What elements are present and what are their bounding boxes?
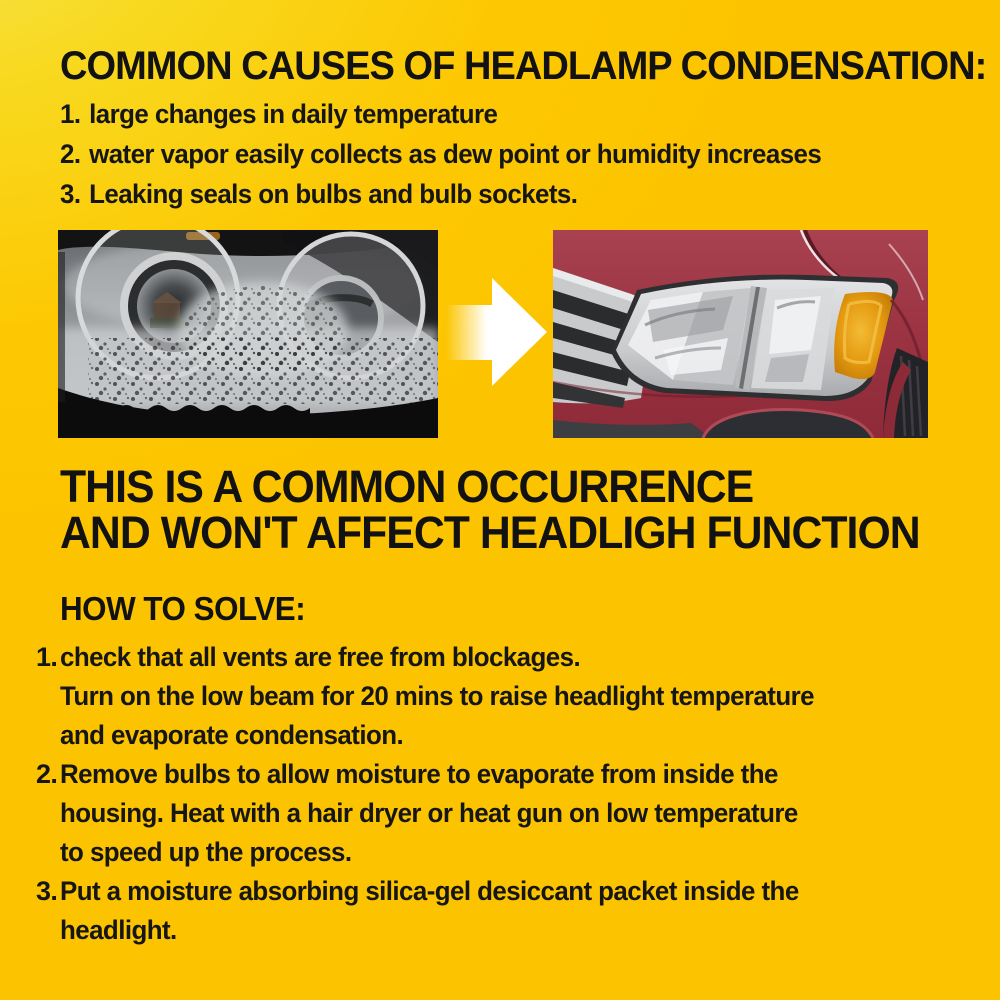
cause-text: large changes in daily temperature xyxy=(89,99,498,129)
solve-list xyxy=(36,638,845,950)
solve-line: Put a moisture absorbing silica-gel desiccant packet inside the xyxy=(60,876,799,906)
causes-title: COMMON CAUSES OF HEADLAMP CONDENSATION: xyxy=(60,44,987,88)
clear-headlight-red-car-photo xyxy=(553,230,928,438)
solve-title: HOW TO SOLVE: xyxy=(60,590,306,627)
cause-text: Leaking seals on bulbs and bulb sockets. xyxy=(89,179,578,209)
foggy-headlight-photo xyxy=(58,230,438,438)
solve-line: Turn on the low beam for 20 mins to raise headlight temperature xyxy=(60,681,814,711)
solve-line: check that all vents are free from blockages. xyxy=(60,642,581,672)
cause-number: 2. xyxy=(60,139,81,169)
solve-number: 1. xyxy=(36,642,58,672)
cause-item xyxy=(60,174,821,214)
solve-line: headlight. xyxy=(60,915,177,945)
solve-number: 2. xyxy=(36,759,58,789)
cause-item xyxy=(60,134,821,174)
solve-text xyxy=(60,755,845,872)
before-after-comparison xyxy=(0,230,1000,438)
solve-item xyxy=(36,638,845,755)
notice-line2: AND WON'T AFFECT HEADLIGH FUNCTION xyxy=(60,507,920,558)
cause-item xyxy=(60,94,821,134)
solve-line: housing. Heat with a hair dryer or heat gun on low temperature xyxy=(60,798,798,828)
notice-heading xyxy=(60,461,920,558)
cause-text: water vapor easily collects as dew point or humidity increases xyxy=(89,139,822,169)
solve-item xyxy=(36,755,845,872)
causes-list xyxy=(60,94,853,214)
cause-number: 1. xyxy=(60,99,81,129)
notice-line1: THIS IS A COMMON OCCURRENCE xyxy=(60,461,754,512)
right-arrow-icon xyxy=(440,272,550,392)
solve-line: and evaporate condensation. xyxy=(60,720,404,750)
solve-text xyxy=(60,872,845,950)
solve-line: Remove bulbs to allow moisture to evaporate from inside the xyxy=(60,759,778,789)
solve-text xyxy=(60,638,845,755)
cause-number: 3. xyxy=(60,179,81,209)
solve-line: to speed up the process. xyxy=(60,837,352,867)
solve-number: 3. xyxy=(36,876,58,906)
solve-item xyxy=(36,872,845,950)
